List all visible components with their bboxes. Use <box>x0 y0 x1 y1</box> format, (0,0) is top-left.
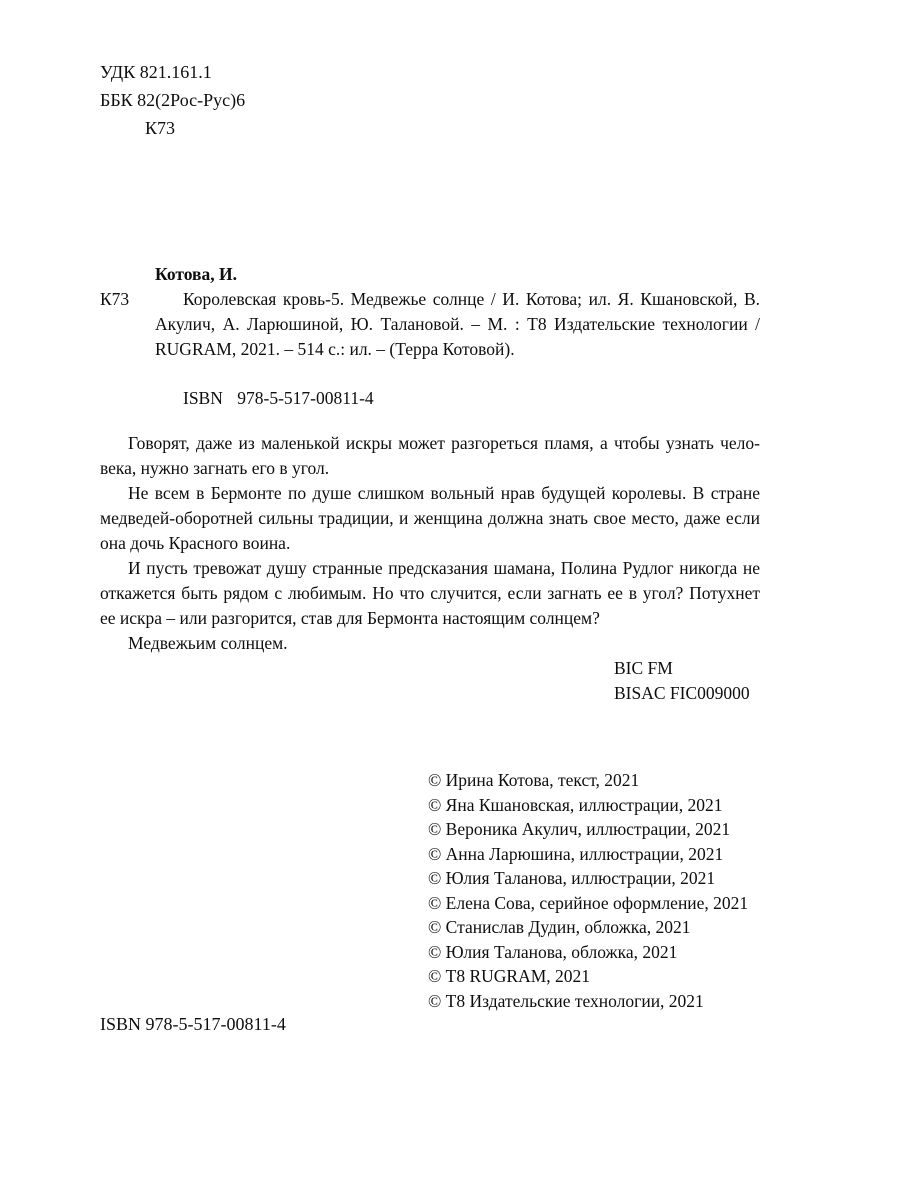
author-sign-code: К73 <box>145 118 176 138</box>
annotation-paragraph: Говорят, даже из маленькой искры может разгореться пламя, а чтобы узнать чело-века, нужно загнать его в угол. <box>100 433 760 478</box>
annotation-paragraph: И пусть тревожат душу странные предсказания шамана, Полина Рудлог никогда не откажется быть рядом с любимым. Но что случится, если загнать ее в угол? Потухнет ее искра – или разгорится, став для Бермонта настоящим солнцем? <box>100 558 760 628</box>
copyright-line: © Вероника Акулич, иллюстрации, 2021 <box>428 819 731 839</box>
catalog-description: Королевская кровь-5. Медвежье солнце / И. Котова; ил. Я. Кшановской, В. Акулич, А. Ларюшиной, Ю. Талановой. – М. : Т8 Издательские технологии / RUGRAM, 2021. – 514 с.: ил. – (Терра Котовой). <box>155 289 760 359</box>
copyright-line: © Анна Ларюшина, иллюстрации, 2021 <box>428 843 724 864</box>
bisac-code: BISAC FIC009000 <box>614 683 750 703</box>
footer-isbn: ISBN 978-5-517-00811-4 <box>100 1014 286 1034</box>
copyright-line: © Т8 Издательские технологии, 2021 <box>428 990 704 1011</box>
catalog-author: Котова, И. <box>155 264 237 284</box>
annotation-paragraph: Не всем в Бермонте по душе слишком вольный нрав будущей королевы. В стране медведей-оборотней сильны традиции, и женщина должна знать свое место, даже если она дочь Красного воина. <box>100 483 760 553</box>
cataloguing-codes <box>100 58 760 142</box>
copyright-line: © Т8 RUGRAM, 2021 <box>428 966 591 986</box>
annotation-paragraph: Медвежьим солнцем. <box>128 633 288 653</box>
catalog-entry <box>100 262 760 362</box>
copyright-line: © Юлия Таланова, обложка, 2021 <box>428 941 678 962</box>
copyright-line: © Ирина Котова, текст, 2021 <box>428 770 640 790</box>
copyright-line: © Елена Сова, серийное оформление, 2021 <box>428 892 749 913</box>
catalog-code: К73 <box>100 289 130 309</box>
copyright-line: © Яна Кшановская, иллюстрации, 2021 <box>428 794 723 815</box>
copyright-list <box>428 768 760 1013</box>
isbn-line: ISBN 978-5-517-00811-4 <box>183 388 374 408</box>
annotation <box>100 431 760 656</box>
bbk-code: ББК 82(2Рос-Рус)6 <box>100 90 246 110</box>
udk-code: УДК 821.161.1 <box>100 62 212 82</box>
bic-code: BIC FM <box>614 658 673 678</box>
trade-codes <box>614 656 760 706</box>
copyright-line: © Станислав Дудин, обложка, 2021 <box>428 917 691 937</box>
copyright-line: © Юлия Таланова, иллюстрации, 2021 <box>428 868 716 888</box>
